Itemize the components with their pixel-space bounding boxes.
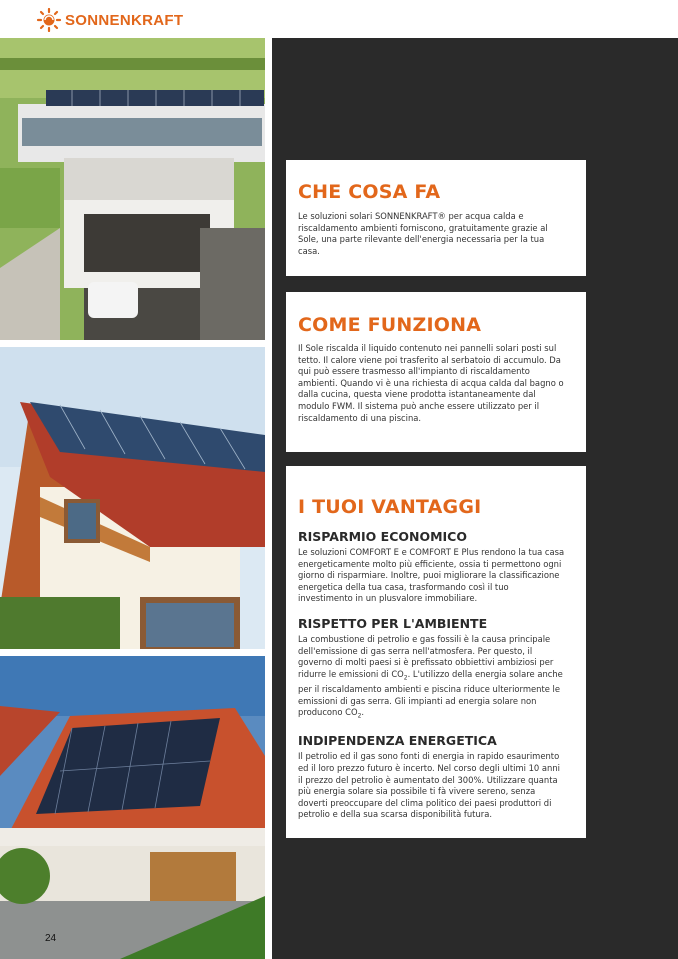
text-ambiente-part-1: La combustione di petrolio e gas fossili è la causa principale dell'emissione di gas serra nell'atmosfera. Per questo, il governo di molti paesi si è prefissato obbiettivi ambiziosi per ridurre le emissioni di CO — [298, 633, 554, 679]
card-vantaggi — [286, 466, 586, 838]
modern-house-solar-photo — [0, 38, 265, 340]
text-ambiente-part-2: . L'utilizzo della energia solare anche per il riscaldamento ambienti e piscina riduce ulteriormente le emissioni di gas serra. Gli impianti ad energia solare non producono CO — [298, 668, 563, 718]
section-text-che-cosa-fa: Le soluzioni solari SONNENKRAFT® per acqua calda e riscaldamento ambienti forniscono, gratuitamente grazie al Sole, una parte rilevante dell'energia necessaria per la tua casa. — [298, 211, 548, 256]
pitched-roof-solar-photo — [0, 347, 265, 649]
section-title-come-funziona: COME FUNZIONA — [298, 314, 482, 336]
subtitle-ambiente: RISPETTO PER L'AMBIENTE — [298, 615, 488, 631]
text-indipendenza: Il petrolio ed il gas sono fonti di energia in rapido esaurimento ed il loro prezzo futuro è incerto. Nel corso degli ultimi 10 anni il prezzo del petrolio è aumentato del 300%. Utilizzare quanta più energia solare sia possibile ti fà vivere sereno, senza doverti preoccupare del clima politico dei paesi produttori di petrolio e della sua scarsa disponibilità futura. — [298, 751, 560, 820]
card-che-cosa-fa — [286, 160, 586, 276]
section-text-come-funziona: Il Sole riscalda il liquido contenuto nei pannelli solari posti sul tetto. Il calore viene poi trasferito al serbatoio di accumulo. Da qui può essere trasmesso all'impianto di riscaldamento ambienti. Quando vi è una richiesta di acqua calda dal bagno o dalla cucina, questa viene prodotta istantaneamente dal modulo FWM. Il sistema può anche essere utilizzato per il riscaldamento di una piscina. — [298, 343, 564, 423]
sun-logo-icon — [36, 8, 62, 32]
co2-subscript-2: 2 — [357, 712, 362, 720]
brand-name: SONNENKRAFT — [65, 11, 184, 29]
text-ambiente-part-3: . — [361, 707, 365, 718]
text-risparmio: Le soluzioni COMFORT E e COMFORT E Plus rendono la tua casa energeticamente molto più efficiente, ossia ti permettono ogni giorno di risparmiare. Inoltre, puoi migliorare la classificazione energetica della tua casa, trasformando così il tuo investimento in un plusvalore immobiliare. — [298, 547, 565, 604]
co2-subscript-1: 2 — [403, 674, 408, 682]
page-number: 24 — [45, 933, 57, 944]
subtitle-indipendenza: INDIPENDENZA ENERGETICA — [298, 733, 497, 749]
text-ambiente — [298, 634, 566, 723]
subtitle-risparmio: RISPARMIO ECONOMICO — [298, 529, 467, 544]
brand-logo — [36, 8, 183, 32]
card-come-funziona — [286, 292, 586, 452]
house-roof-solar-photo — [0, 656, 265, 959]
section-title-che-cosa-fa: CHE COSA FA — [298, 181, 441, 203]
section-title-vantaggi: I TUOI VANTAGGI — [298, 496, 482, 518]
